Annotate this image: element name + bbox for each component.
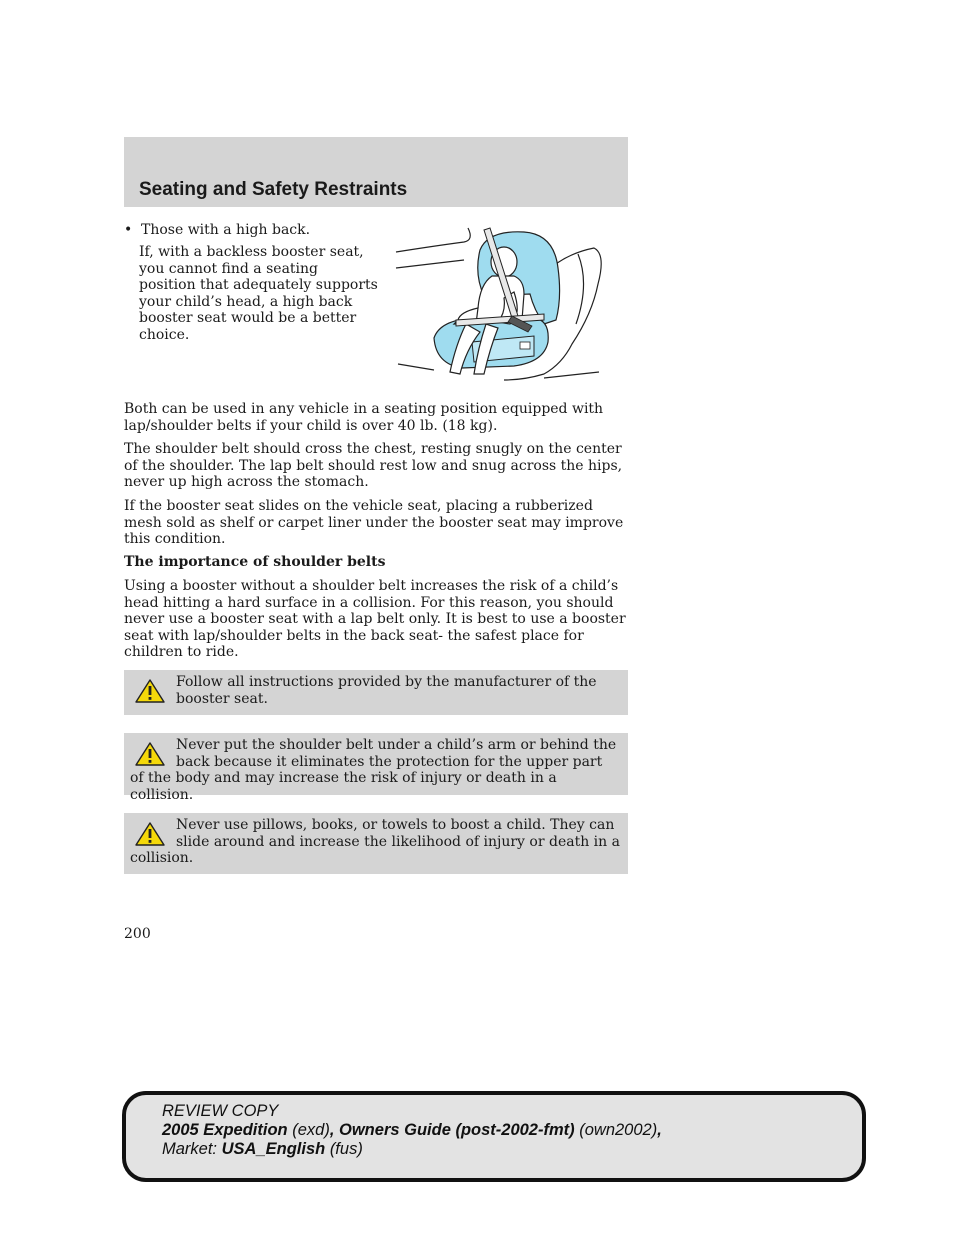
footer-guide-code: (own2002) [579,1121,658,1139]
bullet-text: Those with a high back. [141,222,311,238]
section-header-band [124,137,628,207]
warning-box [124,813,628,874]
footer-guide: Owners Guide (post-2002-fmt) [339,1121,575,1139]
warning-triangle-icon [134,741,166,767]
review-copy-footer [122,1091,866,1182]
paragraph-belt-position: The shoulder belt should cross the chest, resting snugly on the center of the shoulder. The lap belt should rest low and snug across the hips, never up high across the stomach. [124,441,623,490]
warning-text: Follow all instructions provided by the manufacturer of the booster seat. [176,674,597,707]
section-title: Seating and Safety Restraints [139,179,408,200]
bullet-symbol: • [124,222,133,238]
paragraph-vehicle-compat: Both can be used in any vehicle in a seating position equipped with lap/shoulder belts if your child is over 40 lb. (18 kg). [124,401,604,434]
footer-model: 2005 Expedition [162,1121,288,1139]
footer-model-code: (exd) [292,1121,330,1139]
warning-text: Never use pillows, books, or towels to boost a child. They can slide around and increase the likelihood of injury or death in a collision. [130,817,620,866]
booster-seat-illustration [394,224,620,384]
footer-separator: , [657,1121,662,1139]
warning-box [124,733,628,803]
footer-market-code: (fus) [329,1140,363,1158]
footer-market: USA_English [221,1140,326,1158]
sub-paragraph: If, with a backless booster seat, you cannot find a seating position that adequately supports your child’s head, a high back booster seat would be a better choice. [139,244,378,343]
paragraph-shoulder-belt-importance: Using a booster without a shoulder belt increases the risk of a child’s head hitting a hard surface in a collision. For this reason, you should never use a booster seat with a lap belt only. It is best to use a booster seat with lap/shoulder belts in the back seat- the safest place for children to ride. [124,578,626,660]
paragraph-seat-slides: If the booster seat slides on the vehicle seat, placing a rubberized mesh sold as shelf or carpet liner under the booster seat may improve this condition. [124,498,624,547]
footer-market-label: Market: [162,1140,218,1158]
warning-triangle-icon [134,821,166,847]
warning-triangle-icon [134,678,166,704]
footer-separator: , [329,1121,335,1139]
warning-box [124,670,628,715]
footer-review-label: REVIEW COPY [162,1102,279,1120]
footer-text [162,1102,662,1159]
subheading-shoulder-belts: The importance of shoulder belts [124,554,386,570]
warning-text: Never put the shoulder belt under a child’s arm or behind the back because it eliminates the protection for the upper part of the body and may increase the risk of injury or death in a collision. [130,737,617,803]
page-number: 200 [124,926,151,942]
